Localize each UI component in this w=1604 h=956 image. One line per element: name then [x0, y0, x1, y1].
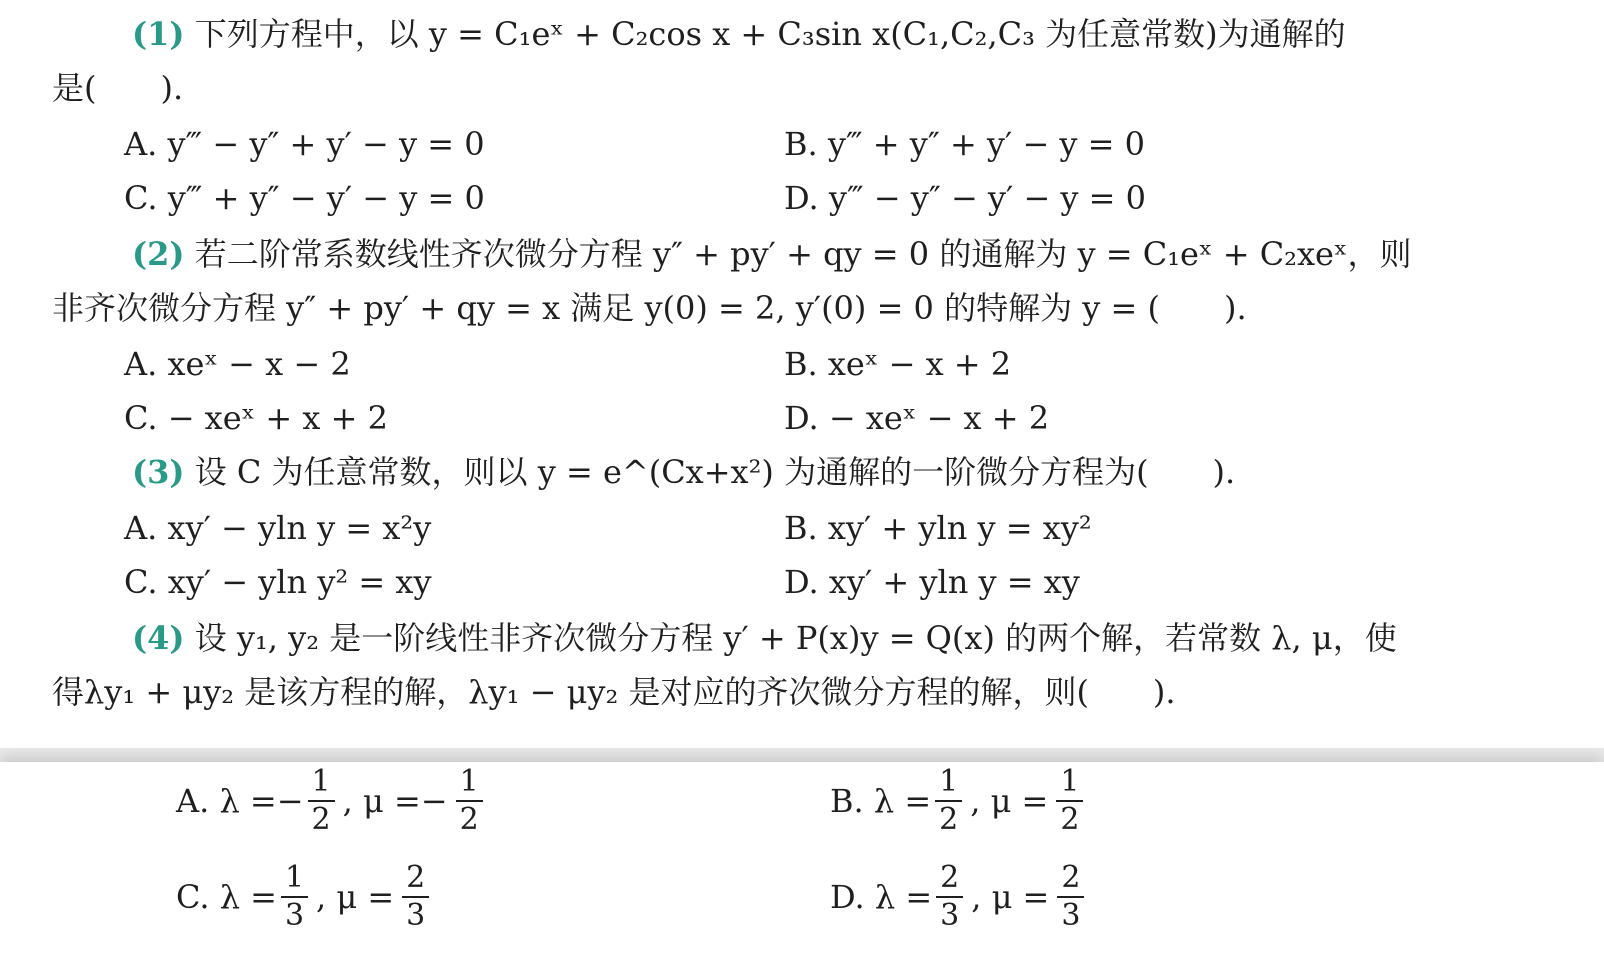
q1-stem-line1 [132, 14, 1346, 54]
q4-number: (4) [132, 619, 185, 657]
q1-option-d[interactable]: D. y‴ − y″ − y′ − y = 0 [784, 179, 1147, 217]
q2-stem-line2: 非齐次微分方程 y″ + py′ + qy = x 满足 y(0) = 2, y′(0) = 0 的特解为 y = ( ). [52, 289, 1247, 327]
q2-stem-line1 [132, 234, 1412, 274]
fraction-denominator: 2 [1060, 802, 1080, 837]
q4-option-c[interactable] [176, 860, 433, 934]
q2-option-b[interactable]: B. xeˣ − x + 2 [784, 345, 1012, 383]
q2-number: (2) [132, 235, 185, 273]
q1-stem-line2: 是( ). [52, 69, 184, 107]
q3-option-a[interactable]: A. xy′ − yln y = x²y [124, 509, 432, 547]
fraction-denominator: 3 [940, 898, 960, 933]
q1-number: (1) [132, 15, 185, 53]
problem-sheet-bottom [0, 762, 1604, 956]
q3-option-b[interactable]: B. xy′ + yln y = xy² [784, 509, 1092, 547]
fraction-numerator: 2 [402, 860, 429, 898]
q3-stem-text: 设 C 为任意常数，则以 y = e^(Cx+x²) 为通解的一阶微分方程为( ). [194, 453, 1236, 491]
q4-option-c-label: C. λ = [176, 878, 277, 916]
q4-option-a-lambda-fraction [308, 764, 335, 838]
q2-option-d[interactable]: D. − xeˣ − x + 2 [784, 399, 1050, 437]
q4-option-d-lambda-fraction [936, 860, 963, 934]
q4-option-a-mid: , μ =− [342, 782, 448, 820]
q4-option-c-mid: , μ = [316, 878, 395, 916]
fraction-numerator: 1 [456, 764, 483, 802]
fraction-numerator: 2 [1057, 860, 1084, 898]
fraction-numerator: 1 [281, 860, 308, 898]
q3-option-d[interactable]: D. xy′ + yln y = xy [784, 563, 1080, 601]
q4-option-d[interactable] [830, 860, 1088, 934]
q4-option-a-label: A. λ =− [176, 782, 304, 820]
fraction-denominator: 2 [459, 802, 479, 837]
q4-option-c-mu-fraction [402, 860, 429, 934]
q4-stem-line2: 得λy₁ + μy₂ 是该方程的解，λy₁ − μy₂ 是对应的齐次微分方程的解，则( ). [52, 673, 1176, 711]
q1-option-c[interactable]: C. y‴ + y″ − y′ − y = 0 [124, 179, 485, 217]
fraction-numerator: 1 [1056, 764, 1083, 802]
q4-option-b-mu-fraction [1056, 764, 1083, 838]
q4-option-b-label: B. λ = [830, 782, 932, 820]
q2-option-c[interactable]: C. − xeˣ + x + 2 [124, 399, 388, 437]
fraction-denominator: 3 [406, 898, 426, 933]
q4-option-b-mid: , μ = [970, 782, 1049, 820]
q1-stem-text: 下列方程中，以 y = C₁eˣ + C₂cos x + C₃sin x(C₁,C₂,C₃ 为任意常数)为通解的 [194, 15, 1346, 53]
fraction-denominator: 3 [284, 898, 305, 933]
q3-option-c[interactable]: C. xy′ − yln y² = xy [124, 563, 432, 601]
q3-stem-line1 [132, 452, 1235, 492]
q2-option-a[interactable]: A. xeˣ − x − 2 [124, 345, 351, 383]
q4-option-a-mu-fraction [456, 764, 483, 838]
q3-number: (3) [132, 453, 185, 491]
q4-option-b-lambda-fraction [935, 764, 962, 838]
fraction-denominator: 3 [1061, 898, 1081, 933]
q4-option-d-mid: , μ = [971, 878, 1050, 916]
q4-option-c-lambda-fraction [281, 860, 308, 934]
q4-option-a[interactable] [176, 764, 487, 838]
q4-option-d-mu-fraction [1057, 860, 1084, 934]
q4-stem-line1 [132, 618, 1397, 658]
fraction-numerator: 1 [308, 764, 335, 802]
fraction-numerator: 1 [935, 764, 962, 802]
fraction-numerator: 2 [936, 860, 963, 898]
q4-stem-text: 设 y₁, y₂ 是一阶线性非齐次微分方程 y′ + P(x)y = Q(x) 的两个解，若常数 λ, μ，使 [194, 619, 1397, 657]
q4-option-d-label: D. λ = [830, 878, 933, 916]
q4-option-b[interactable] [830, 764, 1087, 838]
q2-stem-text: 若二阶常系数线性齐次微分方程 y″ + py′ + qy = 0 的通解为 y = C₁eˣ + C₂xeˣ，则 [194, 235, 1412, 273]
fraction-denominator: 2 [311, 802, 331, 837]
q1-option-b[interactable]: B. y‴ + y″ + y′ − y = 0 [784, 125, 1146, 163]
fraction-denominator: 2 [939, 802, 959, 837]
q1-option-a[interactable]: A. y‴ − y″ + y′ − y = 0 [124, 125, 485, 163]
